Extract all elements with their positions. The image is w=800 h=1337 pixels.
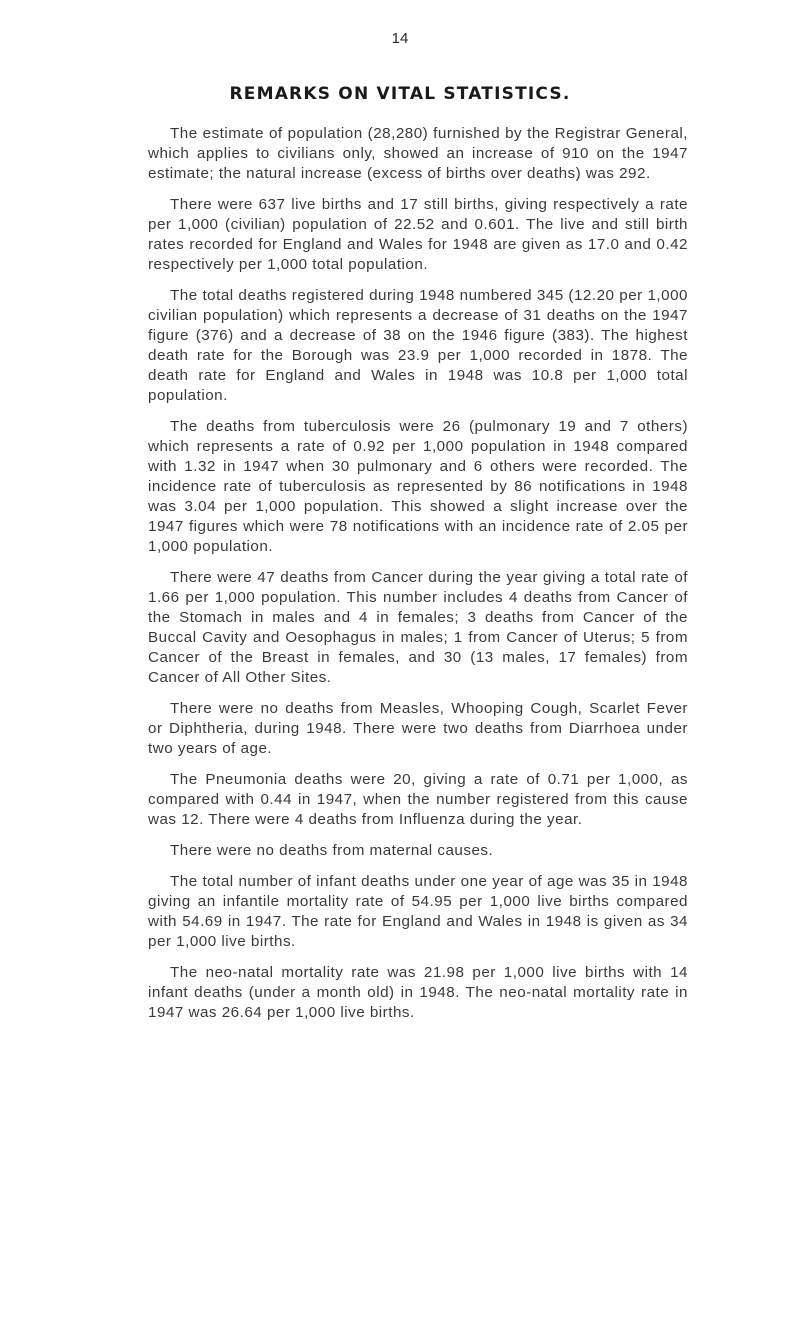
paragraph-total-deaths: The total deaths registered during 1948 numbered 345 (12.20 per 1,000 civilian population) which represents a decrease of 31 deaths on the 1947 figure (376) and a decrease of 38 on the 1946 figure (383). The highest death rate for the Borough was 23.9 per 1,000 recorded in 1878. The death rate for England and Wales in 1948 was 10.8 per 1,000 total population.: [148, 287, 688, 404]
paragraph-pneumonia: The Pneumonia deaths were 20, giving a rate of 0.71 per 1,000, as compared with 0.44 in 1947, when the number registered from this cause was 12. There were 4 deaths from Influenza during the year.: [148, 771, 688, 828]
paragraph-cancer: There were 47 deaths from Cancer during the year giving a total rate of 1.66 per 1,000 population. This number includes 4 deaths from Cancer of the Stomach in males and 4 in females; 3 deaths from Cancer of the Buccal Cavity and Oesophagus in males; 1 from Cancer of Uterus; 5 from Cancer of the Breast in females, and 30 (13 males, 17 females) from Cancer of All Other Sites.: [148, 569, 688, 686]
section-heading: REMARKS ON VITAL STATISTICS.: [229, 84, 571, 104]
paragraph-tuberculosis: The deaths from tuberculosis were 26 (pulmonary 19 and 7 others) which represents a rate of 0.92 per 1,000 population in 1948 compared with 1.32 in 1947 when 30 pulmonary and 6 others were recorded. The incidence rate of tuberculosis as represented by 86 notifications in 1948 was 3.04 per 1,000 population. This showed a slight increase over the 1947 figures which were 78 notifications with an incidence rate of 2.05 per 1,000 population.: [148, 418, 688, 555]
paragraph-births: There were 637 live births and 17 still births, giving respectively a rate per 1,000 (civilian) population of 22.52 and 0.601. The live and still birth rates recorded for England and Wales for 1948 are given as 17.0 and 0.42 respectively per 1,000 total population.: [148, 196, 688, 273]
page-number: 14: [391, 30, 409, 47]
paragraph-infant-mortality: The total number of infant deaths under one year of age was 35 in 1948 giving an infantile mortality rate of 54.95 per 1,000 live births compared with 54.69 in 1947. The rate for England and Wales in 1948 is given as 34 per 1,000 live births.: [148, 873, 688, 950]
paragraph-population-estimate: The estimate of population (28,280) furnished by the Registrar General, which applies to civilians only, showed an increase of 910 on the 1947 estimate; the natural increase (excess of births over deaths) was 292.: [148, 125, 688, 182]
body-text: [148, 124, 688, 1034]
paragraph-neo-natal: The neo-natal mortality rate was 21.98 per 1,000 live births with 14 infant deaths (under a month old) in 1948. The neo-natal mortality rate in 1947 was 26.64 per 1,000 live births.: [148, 964, 688, 1021]
paragraph-infectious-diseases: There were no deaths from Measles, Whooping Cough, Scarlet Fever or Diphtheria, during 1948. There were two deaths from Diarrhoea under two years of age.: [148, 700, 688, 757]
paragraph-maternal: There were no deaths from maternal causes.: [170, 842, 494, 859]
